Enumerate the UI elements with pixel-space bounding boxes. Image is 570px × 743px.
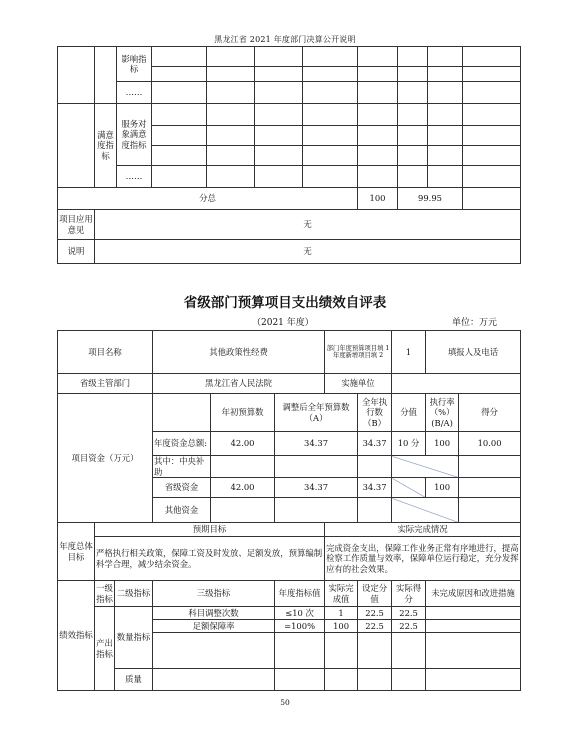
total-score: 99.95 (398, 188, 463, 210)
quantity-indicator-label: 数量指标 (115, 607, 153, 669)
project-code-label: 部门年度预算项目填 1 年度新增项目填 2 (325, 331, 392, 374)
funds-row-name: 省级资金 (153, 478, 211, 498)
indicator-actual: 100 (325, 620, 358, 633)
indicator-weight: 22.5 (358, 607, 392, 620)
total-weight: 100 (358, 188, 398, 210)
indicator-header: 二级指标 (115, 581, 153, 607)
indicator-header: 三级指标 (153, 581, 275, 607)
diagonal-cell (392, 498, 459, 523)
project-code-value: 1 (392, 331, 426, 374)
page-header: 黑龙江省 2021 年度部门决算公开说明 (214, 35, 356, 44)
funds-cell: 34.37 (275, 432, 358, 456)
funds-label: 项目资金（万元） (58, 394, 153, 523)
funds-cell: 34.37 (358, 432, 392, 456)
note-label: 说明 (58, 240, 95, 264)
indicator-header: 实际得分 (392, 581, 426, 607)
indicator-name: 科目调整次数 (153, 607, 275, 620)
funds-cell: 34.37 (358, 478, 392, 498)
diagonal-cell (392, 456, 459, 478)
diagonal-cell (392, 478, 426, 498)
funds-cell: 10.00 (459, 432, 521, 456)
funds-row-name: 其中：中央补助 (153, 456, 211, 478)
funds-header: 调整后全年预算数（A） (275, 394, 358, 432)
unit-label: 单位：万元 (452, 318, 498, 328)
funds-header: 分值 (392, 394, 426, 432)
funds-row-name: 其他资金 (153, 498, 211, 523)
ellipsis-cell: …… (117, 82, 152, 104)
indicator-target: =100% (275, 620, 325, 633)
funds-cell: 10 分 (392, 432, 426, 456)
indicator-score: 22.5 (392, 607, 426, 620)
indicator-header: 一级指标 (95, 581, 115, 607)
indicator-name: 足额保障率 (153, 620, 275, 633)
funds-row-name: 年度资金总额: (153, 432, 211, 456)
funds-cell: 42.00 (211, 478, 275, 498)
table-title: 省级部门预算项目支出绩效自评表 (183, 295, 387, 311)
indicator-actual: 1 (325, 607, 358, 620)
actual-goal-text: 完成资金支出，保障工作业务正常有序地进行，提高检察工作质量与效率，保障单位运行稳定，充分发挥应有的社会效果。 (325, 537, 521, 581)
note-value: 无 (95, 240, 521, 264)
indicator-header: 未完成原因和改进措施 (426, 581, 521, 607)
expected-goal-text: 严格执行相关政策，保障工资及时发放、足额发放，预算编制科学合理，减少结余资金。 (95, 537, 325, 581)
total-label: 分总 (58, 188, 358, 210)
performance-table-continued (57, 46, 521, 264)
funds-cell: 34.37 (275, 478, 358, 498)
actual-goal-label: 实际完成情况 (325, 523, 521, 537)
year-label: （2021 年度） (252, 318, 314, 328)
funds-header: 年初预算数 (211, 394, 275, 432)
funds-cell: 42.00 (211, 432, 275, 456)
opinion-label: 项目应用意见 (58, 210, 95, 240)
funds-cell: 100 (426, 432, 459, 456)
indicator-score: 22.5 (392, 620, 426, 633)
page-number: 50 (280, 698, 290, 707)
funds-header: 得分 (459, 394, 521, 432)
funds-cell: 100 (426, 478, 459, 498)
impl-unit-label: 实施单位 (325, 374, 392, 394)
dept-value: 黑龙江省人民法院 (153, 374, 325, 394)
indicator-header: 年度指标值 (275, 581, 325, 607)
satisfaction-indicator-label: 满意度指标 (95, 104, 117, 188)
self-evaluation-table (57, 330, 521, 691)
indicator-header: 设定分值 (358, 581, 392, 607)
output-indicator-label: 产出指标 (95, 607, 115, 691)
ellipsis-cell: …… (117, 166, 152, 188)
dept-label: 省级主管部门 (58, 374, 153, 394)
impact-indicator-label: 影响指标 (117, 47, 152, 82)
funds-header: 全年执行数（B） (358, 394, 392, 432)
indicator-weight: 22.5 (358, 620, 392, 633)
quality-indicator-label: 质量 (115, 669, 153, 691)
expected-goal-label: 预期目标 (95, 523, 325, 537)
opinion-value: 无 (95, 210, 521, 240)
indicator-header: 实际完成值 (325, 581, 358, 607)
project-name-label: 项目名称 (58, 331, 153, 374)
contact-label: 填报人及电话 (426, 331, 521, 374)
service-satisfaction-label: 服务对象满意度指标 (117, 104, 152, 166)
indicators-section-label: 绩效指标 (58, 581, 95, 691)
project-name-value: 其他政策性经费 (153, 331, 325, 374)
funds-header: 执行率（%）(B/A) (426, 394, 459, 432)
indicator-target: ≤10 次 (275, 607, 325, 620)
goals-label: 年度总体目标 (58, 523, 95, 581)
